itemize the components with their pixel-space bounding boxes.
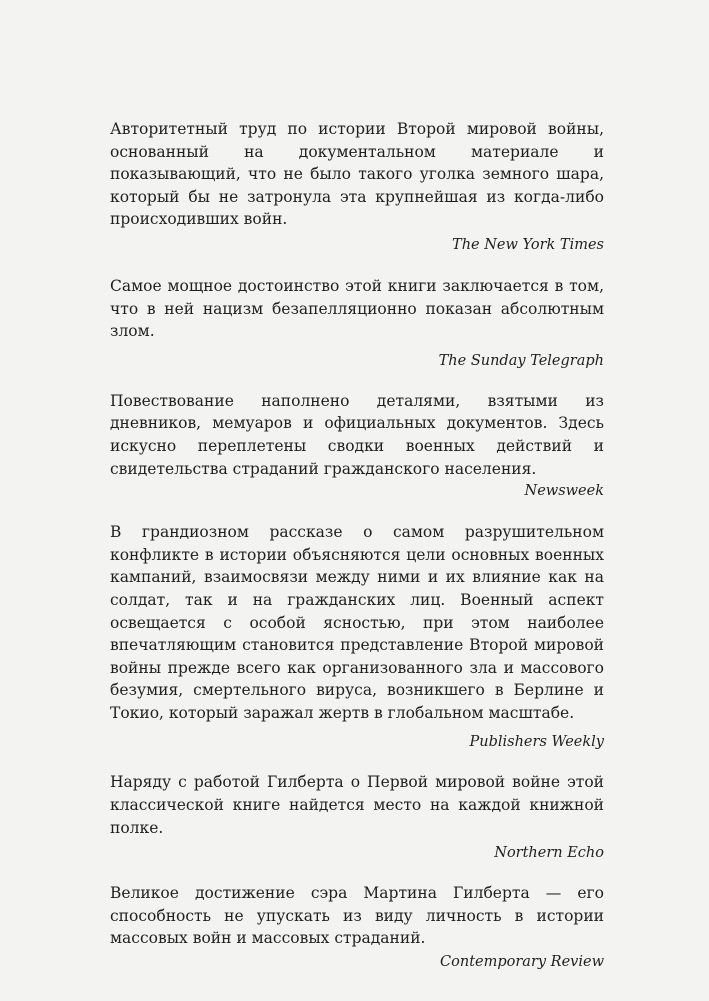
quote-text: Великое достижение сэра Мартина Гилберта — его способность не упускать из виду личность в истории массовых войн и массовых страданий. (110, 884, 604, 948)
review-quote (110, 275, 604, 372)
quote-text: Наряду с работой Гилберта о Первой мировой войне этой классической книге найдется место на каждой книжной полке. (110, 773, 604, 837)
quote-source: Newsweek (524, 483, 604, 500)
review-quote (110, 521, 604, 753)
quote-source: Contemporary Review (440, 954, 604, 971)
quote-source: The New York Times (452, 236, 604, 253)
quote-text: В грандиозном рассказе о самом разрушительном конфликте в истории объясняются цели основных военных кампаний, взаимосвязи между ними и их влияние как на солдат, так и на гражданских лиц. Военный аспект освещается с особой ясностью, при этом наиболее впечатляющим становится представление Второй мировой войны прежде всего как организованного зла и массового безумия, смертельного вируса, возникшего в Берлине и Токио, который заражал жертв в глобальном масштабе. (110, 523, 604, 722)
review-quote (110, 390, 604, 502)
quote-source: The Sunday Telegraph (438, 352, 604, 369)
quote-text: Авторитетный труд по истории Второй мировой войны, основанный на документальном материале и показывающий, что не было такого уголка земного шара, который бы не затронула эта крупнейшая из когда-либо происходивших войн. (110, 120, 604, 229)
review-quotes (110, 118, 604, 973)
quote-source: Publishers Weekly (469, 734, 604, 751)
quote-source: Northern Echo (494, 845, 604, 862)
review-quote (110, 118, 604, 256)
review-quote (110, 771, 604, 864)
review-quote (110, 882, 604, 973)
quote-text: Повествование наполнено деталями, взятыми из дневников, мемуаров и официальных документов. Здесь искусно переплетены сводки военных действий и свидетельства страданий гражданского населения. (110, 391, 604, 478)
quote-text: Самое мощное достоинство этой книги заключается в том, что в ней нацизм безапелляционно показан абсолютным злом. (110, 276, 604, 341)
